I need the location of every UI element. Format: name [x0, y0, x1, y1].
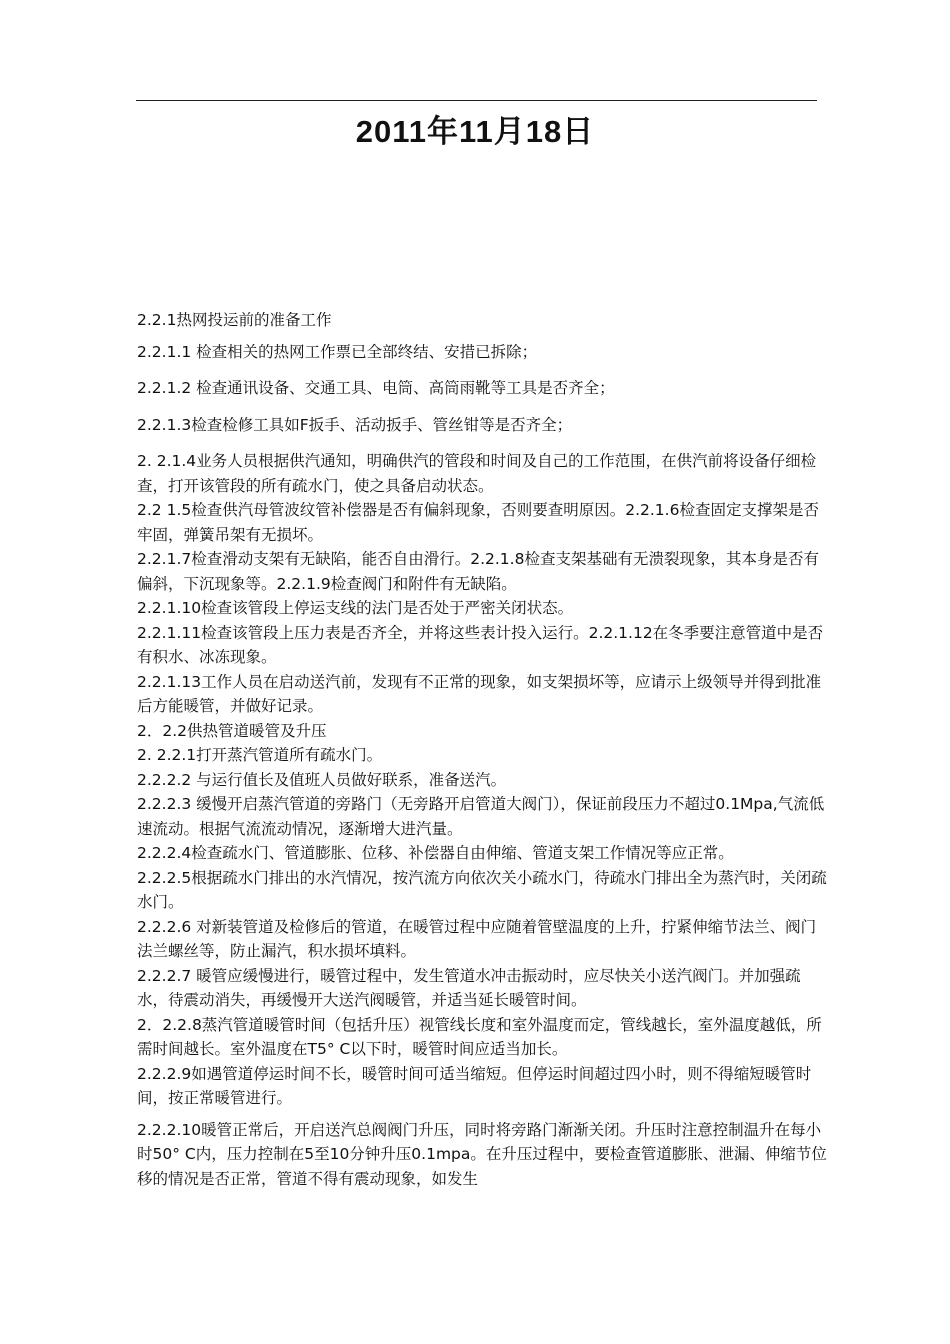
paragraph: 2.2.2.4检查疏水门、管道膨胀、位移、补偿器自由伸缩、管道支架工作情况等应正常。 — [137, 844, 734, 862]
paragraph: 2.2.1.10检查该管段上停运支线的法门是否处于严密关闭状态。 — [137, 599, 574, 617]
document-date: 2011年11月18日 — [355, 114, 595, 149]
document-body — [137, 308, 827, 1191]
paragraph: 2. 2.1.4业务人员根据供汽通知，明确供汽的管段和时间及自己的工作范围，在供汽前将设备仔细检查，打开该管段的所有疏水门，使之具备启动状态。 — [137, 452, 817, 495]
paragraph: 2.2.2.2 与运行值长及值班人员做好联系，准备送汽。 — [137, 770, 507, 789]
paragraph: 2.2.2.5根据疏水门排出的水汽情况，按汽流方向依次关小疏水门，待疏水门排出全为蒸汽时，关闭疏水门。 — [137, 868, 827, 911]
paragraph: 2. 2.2.1打开蒸汽管道所有疏水门。 — [137, 746, 383, 764]
paragraph: 2.2.1.11检查该管段上压力表是否齐全，并将这些表计投入运行。2.2.1.12在冬季要注意管道中是否有积水、冰冻现象。 — [137, 623, 824, 666]
section-heading: 2．2.2供热管道暖管及升压 — [137, 721, 327, 740]
paragraph: 2.2.1.13工作人员在启动送汽前，发现有不正常的现象，如支架损坏等，应请示上级领导并得到批准后方能暖管，并做好记录。 — [137, 672, 822, 715]
section-heading: 2.2.1热网投运前的准备工作 — [137, 311, 332, 329]
paragraph: 2.2 1.5检查供汽母管波纹管补偿器是否有偏斜现象，否则要查明原因。2.2.1.6检查固定支撑架是否牢固，弹簧吊架有无损坏。 — [137, 501, 819, 544]
paragraph: 2.2.2.6 对新装管道及检修后的管道，在暖管过程中应随着管壁温度的上升，拧紧伸缩节法兰、阀门法兰螺丝等，防止漏汽，积水损坏填料。 — [137, 917, 817, 960]
paragraph: 2.2.2.3 缓慢开启蒸汽管道的旁路门（无旁路开启管道大阀门），保证前段压力不超过0.1Mpa,气流低速流动。根据气流流动情况，逐渐增大进汽量。 — [137, 795, 825, 838]
paragraph: 2.2.2.10暖管正常后，开启送汽总阀阀门升压，同时将旁路门渐渐关闭。升压时注意控制温升在每小时50° C内，压力控制在5至10分钟升压0.1mpa。在升压过程中，要检查管道膨胀、泄漏、伸缩节位移的情况是否正常，管道不得有震动现象，如发生 — [137, 1120, 827, 1188]
paragraph: 2.2.1.7检查滑动支架有无缺陷，能否自由滑行。2.2.1.8检查支架基础有无溃裂现象，其本身是否有偏斜，下沉现象等。2.2.1.9检查阀门和附件有无缺陷。 — [137, 550, 819, 593]
header-rule — [136, 100, 817, 101]
paragraph: 2．2.2.8蒸汽管道暖管时间（包括升压）视管线长度和室外温度而定，管线越长，室外温度越低，所需时间越长。室外温度在T5° C以下时，暖管时间应适当加长。 — [137, 1015, 822, 1058]
paragraph: 2.2.1.1 检查相关的热网工作票已全部终结、安措已拆除； — [137, 342, 538, 361]
paragraph: 2.2.2.7 暖管应缓慢进行，暖管过程中，发生管道水冲击振动时，应尽快关小送汽阀门。并加强疏水，待震动消失，再缓慢开大送汽阀暖管，并适当延长暖管时间。 — [137, 966, 801, 1009]
paragraph: 2.2.1.2 检查通讯设备、交通工具、电筒、高筒雨靴等工具是否齐全； — [137, 379, 615, 397]
paragraph: 2.2.1.3检查检修工具如F扳手、活动扳手、管丝钳等是否齐全； — [137, 415, 573, 434]
paragraph: 2.2.2.9如遇管道停运时间不长，暖管时间可适当缩短。但停运时间超过四小时，则不得缩短暖管时间，按正常暖管进行。 — [137, 1064, 812, 1107]
